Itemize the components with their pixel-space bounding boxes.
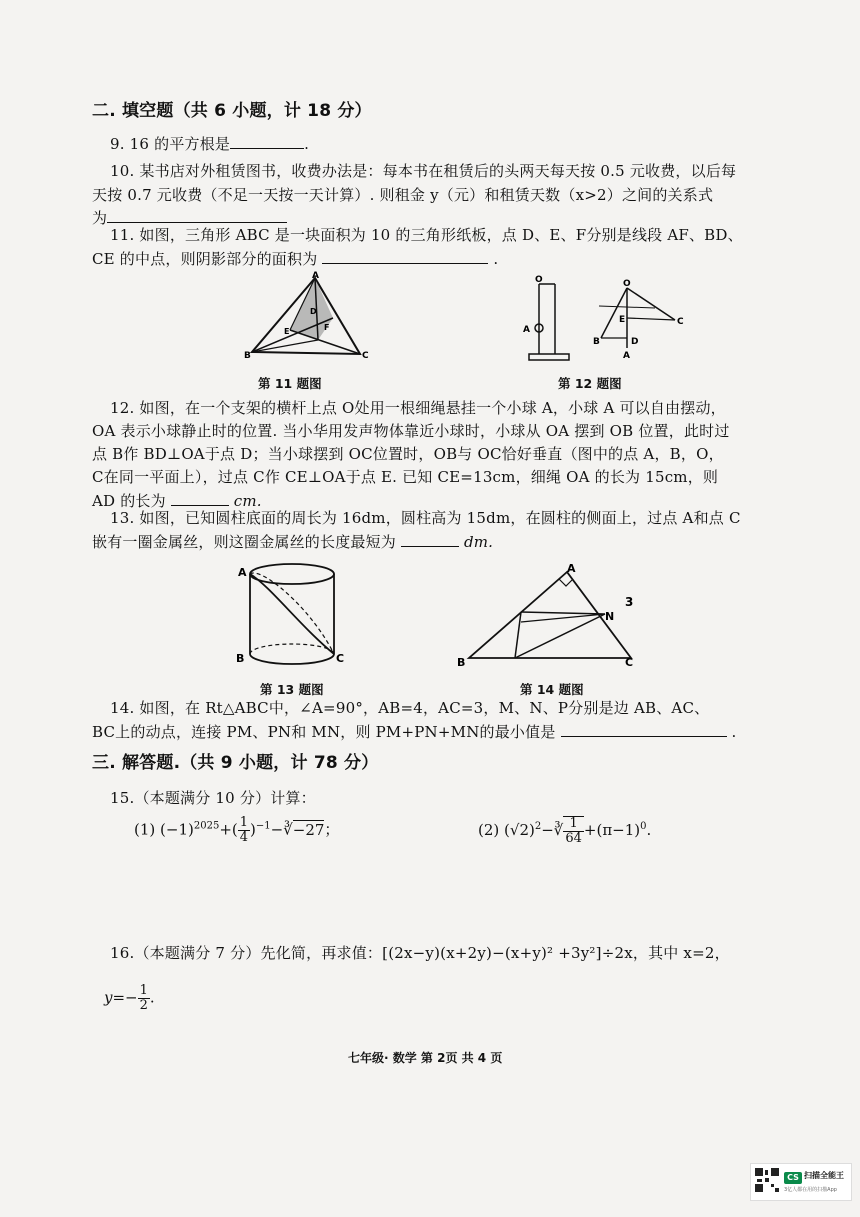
question-16-line-1: 16.（本题满分 7 分）先化简，再求值：[(2x−y)(x+2y)−(x+y)² +3y²]÷2x，其中 x=2，: [110, 944, 730, 962]
scanner-app-name: 扫描全能王: [804, 1171, 844, 1180]
question-12-line-1: 12. 如图，在一个支架的横杆上点 O处用一根细绳悬挂一个小球 A，小球 A 可以自由摆动，: [110, 399, 726, 417]
question-14-line-2: [92, 721, 736, 743]
answer-blank-12[interactable]: [171, 491, 229, 506]
q16-y-numerator: 1: [139, 983, 148, 998]
question-12-line-2: OA 表示小球静止时的位置. 当小华用发声物体靠近小球时，小球从 OA 摆到 OB 位置，此时过: [92, 422, 730, 440]
question-13-line-2-text: 嵌有一圈金属丝，则这圈金属丝的长度最短为: [92, 533, 397, 551]
question-11-line-1: 11. 如图，三角形 ABC 是一块面积为 10 的三角形纸板，点 D、E、F分别是线段 AF、BD、: [110, 226, 743, 244]
question-9-text: 9. 16 的平方根是: [110, 135, 231, 153]
question-13-end: dm.: [463, 533, 494, 551]
question-12-line-5-text: AD 的长为: [92, 492, 166, 510]
q15-p1-fraction: [238, 816, 250, 845]
fig13-label-a: A: [238, 566, 247, 579]
figure-14-caption: 第 14 题图: [520, 682, 584, 697]
fig12b-label-c: C: [677, 317, 684, 327]
question-13-line-2: [92, 531, 493, 553]
q15-p1-term-b: +(: [219, 820, 238, 839]
cube-root-icon: ∛: [283, 820, 293, 839]
q15-p2-term-a: (√2): [504, 821, 535, 839]
fig11-label-e: E: [284, 327, 290, 336]
question-12-end: cm.: [233, 492, 262, 510]
answer-blank-9[interactable]: [230, 134, 304, 149]
q15-p1-label: (1): [134, 820, 156, 839]
q15-p1-radicand: −27: [292, 820, 325, 839]
question-11-line-2: [92, 248, 498, 270]
fig12a-label-o: O: [535, 275, 543, 285]
q15-p2-term-c: +(π−1): [583, 821, 641, 839]
fig11-label-a: A: [312, 271, 319, 281]
answer-blank-13[interactable]: [401, 532, 459, 547]
fig14-label-a: A: [567, 562, 576, 575]
fig12a-label-a: A: [523, 325, 530, 335]
q16-y-denominator: 2: [139, 998, 148, 1013]
q15-p2-denominator: 64: [565, 831, 582, 846]
q15-p2-exp-2: 0: [640, 821, 647, 832]
scanner-app-tagline: 3亿人都在用的扫描App: [784, 1187, 837, 1193]
fig11-label-c: C: [362, 351, 369, 361]
question-14-end: .: [731, 723, 737, 741]
question-11-line-2-text: CE 的中点，则阴影部分的面积为: [92, 250, 318, 268]
q15-p1-term-a: (−1): [160, 820, 194, 839]
q15-p2-numerator: 1: [563, 817, 584, 832]
section-title-fill-in: 二. 填空题（共 6 小题，计 18 分）: [92, 101, 372, 121]
answer-blank-10[interactable]: [107, 208, 287, 223]
question-12-line-4: C在同一平面上），过点 C作 CE⊥OA于点 E. 已知 CE=13cm，细绳 OA 的长为 15cm，则: [92, 468, 719, 486]
question-9: [110, 133, 309, 155]
fig13-label-c: C: [336, 652, 345, 665]
figure-13-cylinder: [230, 556, 350, 676]
q15-p1-numerator: 1: [239, 815, 249, 830]
section-title-solutions: 三. 解答题.（共 9 小题，计 78 分）: [92, 753, 379, 773]
fig14-label-b: B: [457, 656, 466, 669]
cube-root-icon: ∛: [553, 821, 564, 839]
question-15-head: 15.（本题满分 10 分）计算：: [110, 789, 316, 807]
fig14-label-n: N: [605, 610, 615, 623]
q15-p2-term-b: −: [541, 821, 554, 839]
question-15-part-1: [134, 816, 339, 845]
q16-y-label: y=−: [104, 988, 138, 1007]
question-10-line-2: 天按 0.7 元收费（不足一天按一天计算）. 则租金 y（元）和租赁天数（x>2）之间的关系式: [92, 186, 714, 204]
q15-p1-term-d: −: [270, 820, 284, 839]
fig11-label-b: B: [244, 351, 251, 361]
q15-p2-end: .: [646, 821, 652, 839]
q16-y-fraction: [138, 984, 150, 1013]
question-10-line-3-text: 为: [92, 209, 108, 227]
question-13-line-1: 13. 如图，已知圆柱底面的周长为 16dm，圆柱高为 15dm，在圆柱的侧面上，过点 A和点 C: [110, 509, 741, 527]
question-15-part-2: [478, 816, 651, 846]
q15-p1-end: ；: [324, 820, 340, 839]
fig14-label-c: C: [625, 656, 634, 669]
page-footer: 七年级· 数学 第 2页 共 4 页: [348, 1051, 503, 1065]
figure-14-right-triangle: [455, 562, 655, 672]
q15-p1-denominator: 4: [239, 830, 249, 845]
figure-12-pendulum: [515, 270, 695, 366]
question-14-line-1: 14. 如图，在 Rt△ABC中，∠A=90°，AB=4，AC=3，M、N、P分别是边 AB、AC、: [110, 699, 710, 717]
question-16-line-2: [104, 984, 155, 1013]
q15-p2-label: (2): [478, 821, 500, 839]
q15-p1-term-c: ): [250, 820, 256, 839]
question-14-line-2-text: BC上的动点，连接 PM、PN和 MN，则 PM+PN+MN的最小值是: [92, 723, 556, 741]
q15-p2-exp-1: 2: [534, 821, 542, 832]
figure-12-caption: 第 12 题图: [558, 376, 622, 391]
fig12b-label-e: E: [619, 315, 626, 325]
q15-p1-exp-2: −1: [255, 820, 271, 832]
fig12b-label-o: O: [623, 279, 631, 289]
question-10-line-1: 10. 某书店对外租赁图书，收费办法是：每本书在租赁后的头两天每天按 0.5 元收费，以后每: [110, 162, 737, 180]
answer-blank-11[interactable]: [322, 249, 488, 264]
fig12b-label-a: A: [623, 351, 630, 361]
scanner-logo: CS: [784, 1172, 802, 1184]
figure-13-caption: 第 13 题图: [260, 682, 324, 697]
figure-11-triangle: [240, 270, 380, 370]
fig14-handwritten-mark: 3: [625, 595, 634, 609]
q15-p1-exp-1: 2025: [193, 820, 220, 832]
fig13-label-b: B: [236, 652, 245, 665]
fig11-label-f: F: [324, 323, 330, 332]
answer-blank-14[interactable]: [561, 722, 727, 737]
question-12-line-3: 点 B作 BD⊥OA于点 D；当小球摆到 OC位置时，OB与 OC恰好垂直（图中的点 A，B，O，: [92, 445, 724, 463]
fig11-label-d: D: [310, 307, 317, 316]
question-9-end: .: [304, 135, 310, 153]
fig12b-label-d: D: [631, 337, 639, 347]
q15-p2-fraction: [563, 816, 584, 846]
qr-code-icon: [754, 1167, 780, 1193]
fig12b-label-b: B: [593, 337, 600, 347]
figure-11-caption: 第 11 题图: [258, 376, 322, 391]
question-11-end: .: [493, 250, 499, 268]
q16-y-end: .: [149, 988, 155, 1007]
